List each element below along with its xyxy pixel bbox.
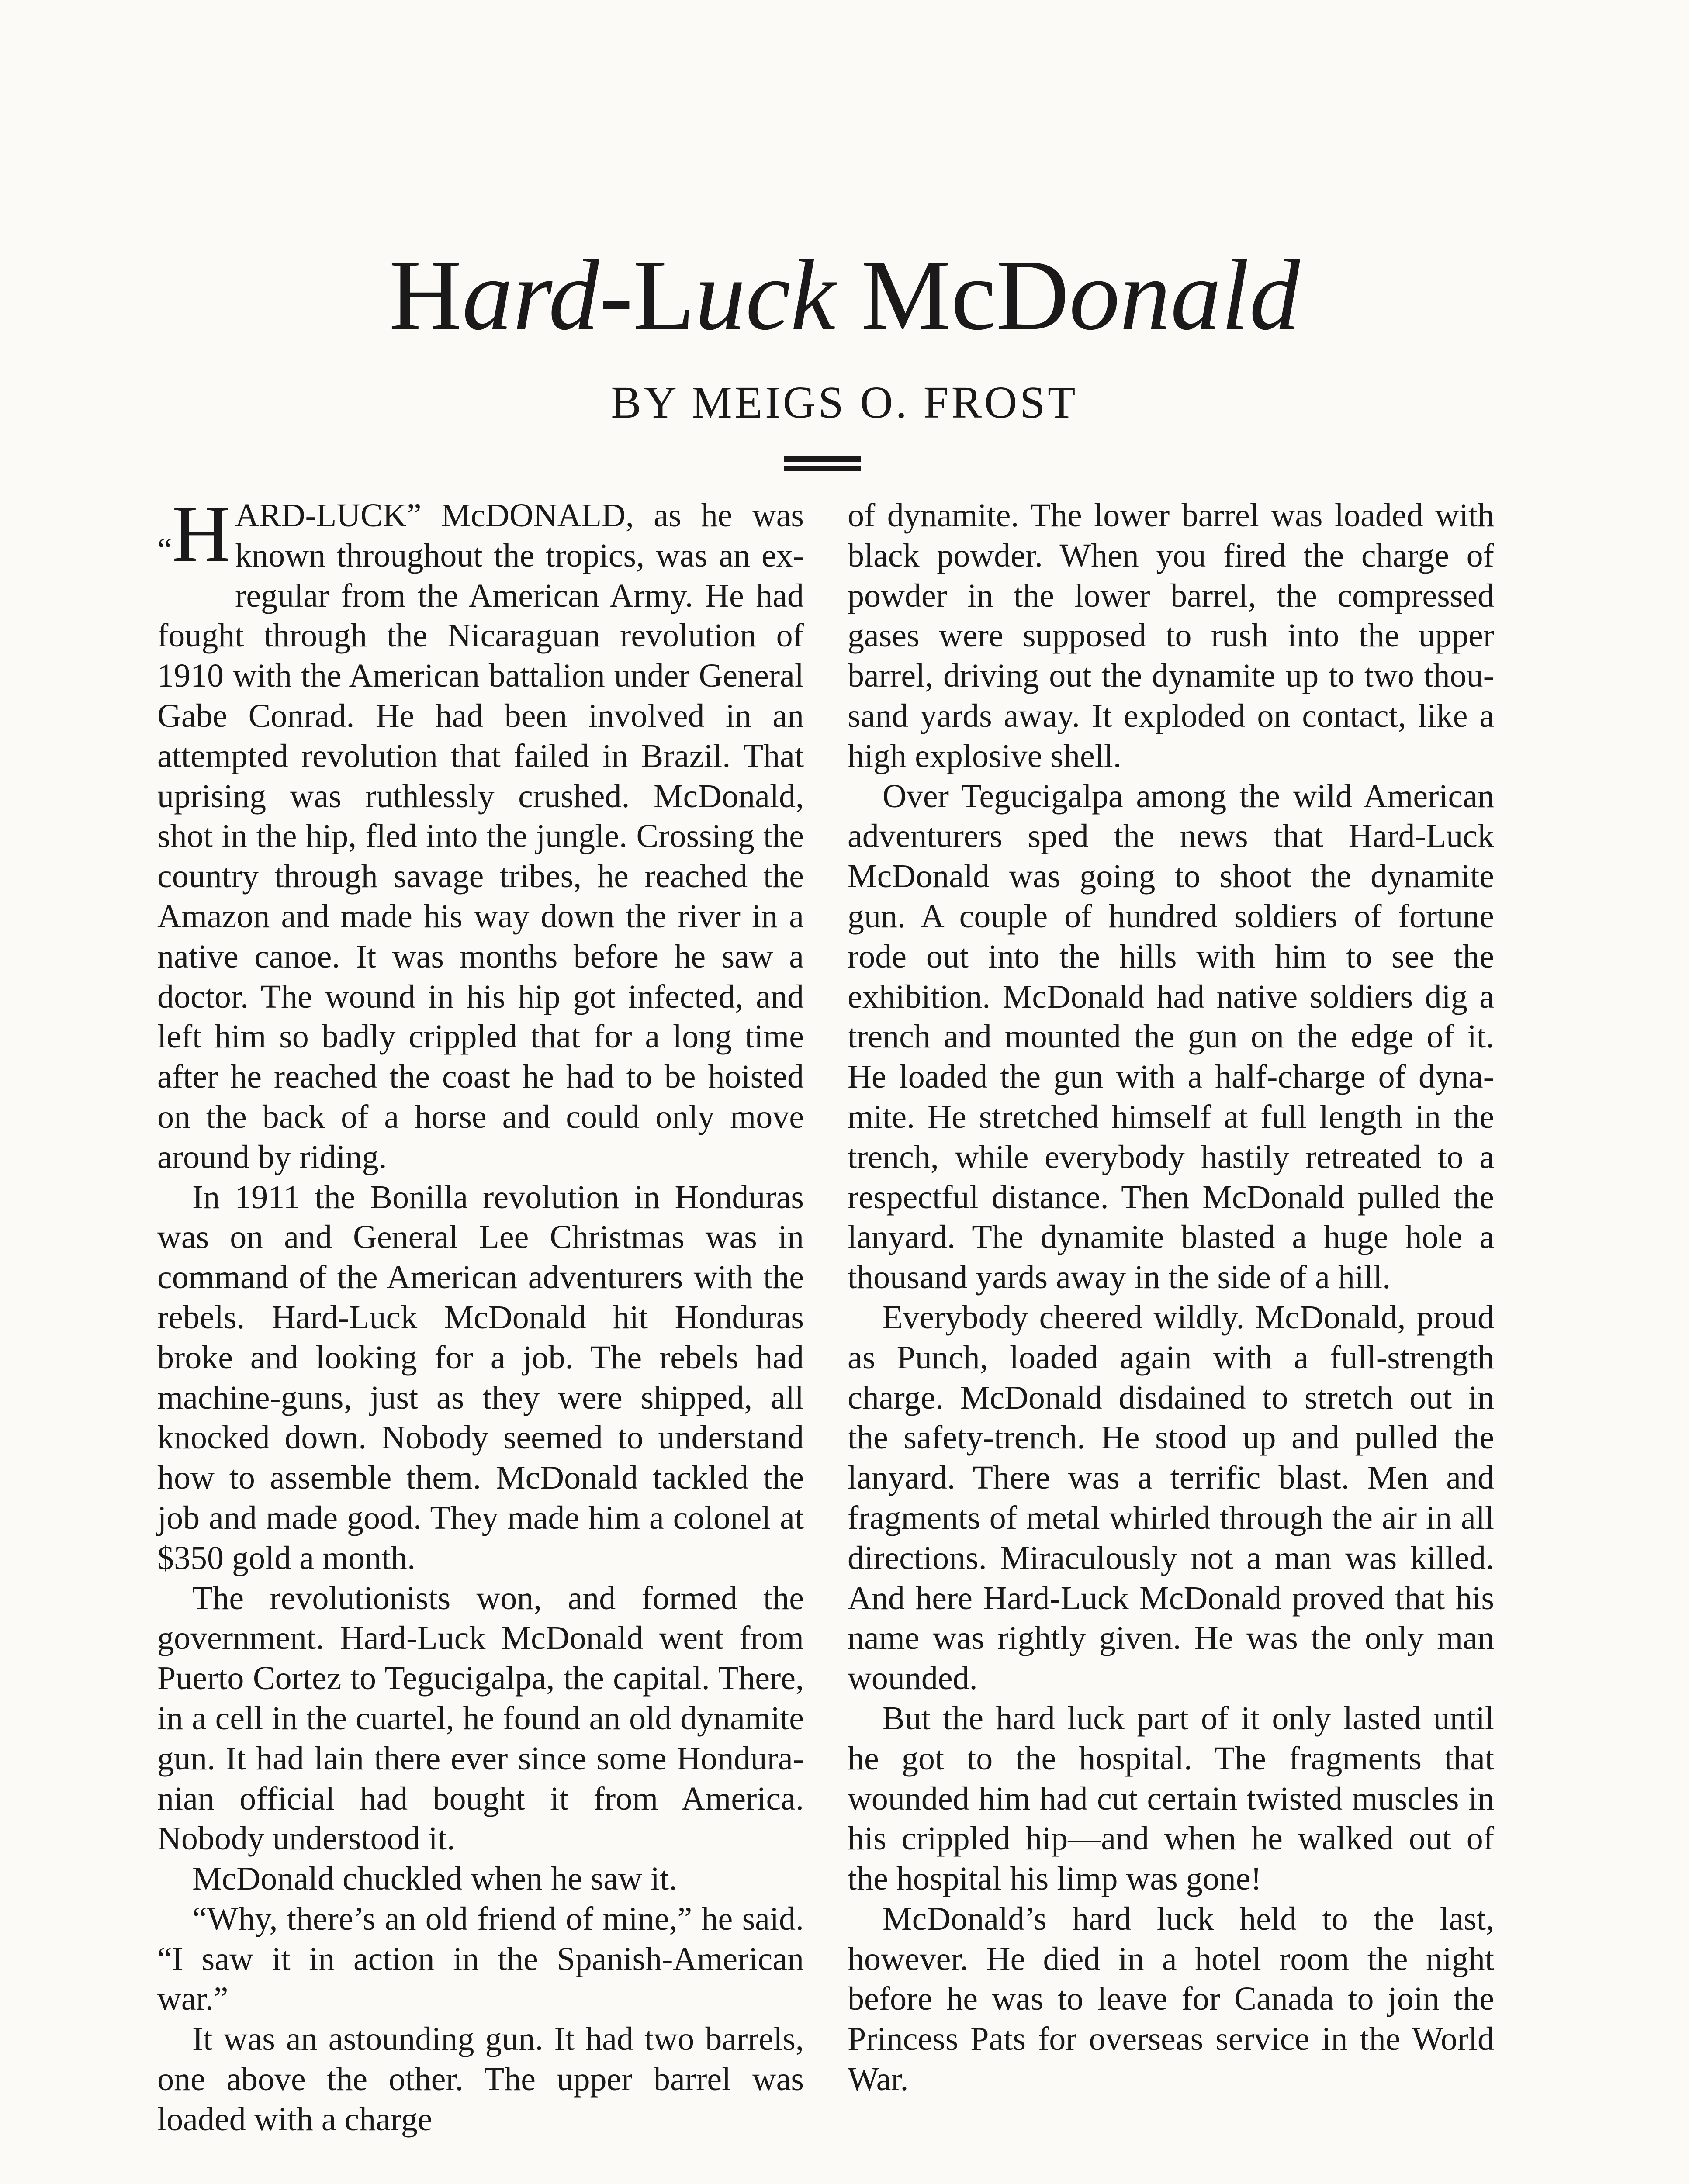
paragraph: But the hard luck part of it only lasted until he got to the hospital. The fragments that wounded him had cut certain twisted muscles in his crippled hip—and when he walked out of the hospital his limp was gone!: [848, 1700, 1494, 1897]
paragraph: “Why, there’s an old friend of mine,” he said. “I saw it in action in the Spanish-American war.”: [157, 1900, 804, 2018]
paragraph: of dynamite. The lower barrel was loaded with black powder. When you fired the charge of powder in the lower barrel, the compressed gases were supposed to rush into the upper barrel, driving out the dynamite up to two thousand yards away. It exploded on contact, like a high explosive shell.: [848, 497, 1494, 774]
article-title: Hard-Luck McDonald: [389, 239, 1300, 351]
paragraph: It was an astounding gun. It had two barrels, one above the other. The upper barrel was loaded with a charge: [157, 2021, 804, 2138]
paragraph: McDonald’s hard luck held to the last, however. He died in a hotel room the night before he was to leave for Canada to join the Princess Pats for overseas service in the World War.: [848, 1900, 1494, 2098]
paragraph: McDonald chuckled when he saw it.: [192, 1860, 678, 1897]
byline: BY MEIGS O. FROST: [611, 377, 1078, 428]
paragraph: The revolutionists won, and formed the government. Hard-Luck McDonald went from Puerto Cortez to Tegucigalpa, the capital. There, in a cell in the cuartel, he found an old dynamite gun. It had lain there ever since some Honduranian official had bought it from America. Nobody understood it.: [157, 1579, 804, 1857]
paragraph: Everybody cheered wildly. McDonald, proud as Punch, loaded again with a full-strength charge. McDonald disdained to stretch out in the safety-trench. He stood up and pulled the lanyard. There was a terrific blast. Men and fragments of metal whirled through the air in all directions. Miraculously not a man was killed. And here Hard-Luck McDonald proved that his name was rightly given. He was the only man wounded.: [848, 1299, 1494, 1697]
paragraph: “H ARD-LUCK” McDONALD, as he was known throughout the tropics, was an ex-regular from the American Army. He had fought through the Nicaraguan revolution of 1910 with the American battalion under General Gabe Conrad. He had been involved in an attempted revolution that failed in Brazil. That uprising was ruthlessly crushed. McDonald, shot in the hip, fled into the jungle. Crossing the country through savage tribes, he reached the Amazon and made his way down the river in a native canoe. It was months before he saw a doctor. The wound in his hip got infected, and left him so badly crippled that for a long time after he reached the coast he had to be hoisted on the back of a horse and could only move around by riding.: [157, 489, 804, 1175]
left-column: [157, 489, 804, 2140]
right-column: [848, 496, 1494, 2100]
drop-cap: “H: [157, 489, 231, 579]
paragraph: Over Tegucigalpa among the wild American adventurers sped the news that Hard-Luck McDonald was going to shoot the dynamite gun. A couple of hundred soldiers of fortune rode out into the hills with him to see the exhibition. McDonald had native soldiers dig a trench and mounted the gun on the edge of it. He loaded the gun with a half-charge of dynamite. He stretched himself at full length in the trench, while everybody hastily retreated to a respectful distance. Then McDonald pulled the lanyard. The dynamite blasted a huge hole a thousand yards away in the side of a hill.: [848, 778, 1494, 1296]
title-divider: [784, 456, 861, 471]
paragraph: In 1911 the Bonilla revolution in Honduras was on and General Lee Christmas was in command of the American adventurers with the rebels. Hard-Luck McDonald hit Honduras broke and looking for a job. The rebels had machine-guns, just as they were shipped, all knocked down. Nobody seemed to understand how to assemble them. McDonald tackled the job and made good. They made him a colonel at $350 gold a month.: [157, 1178, 804, 1576]
